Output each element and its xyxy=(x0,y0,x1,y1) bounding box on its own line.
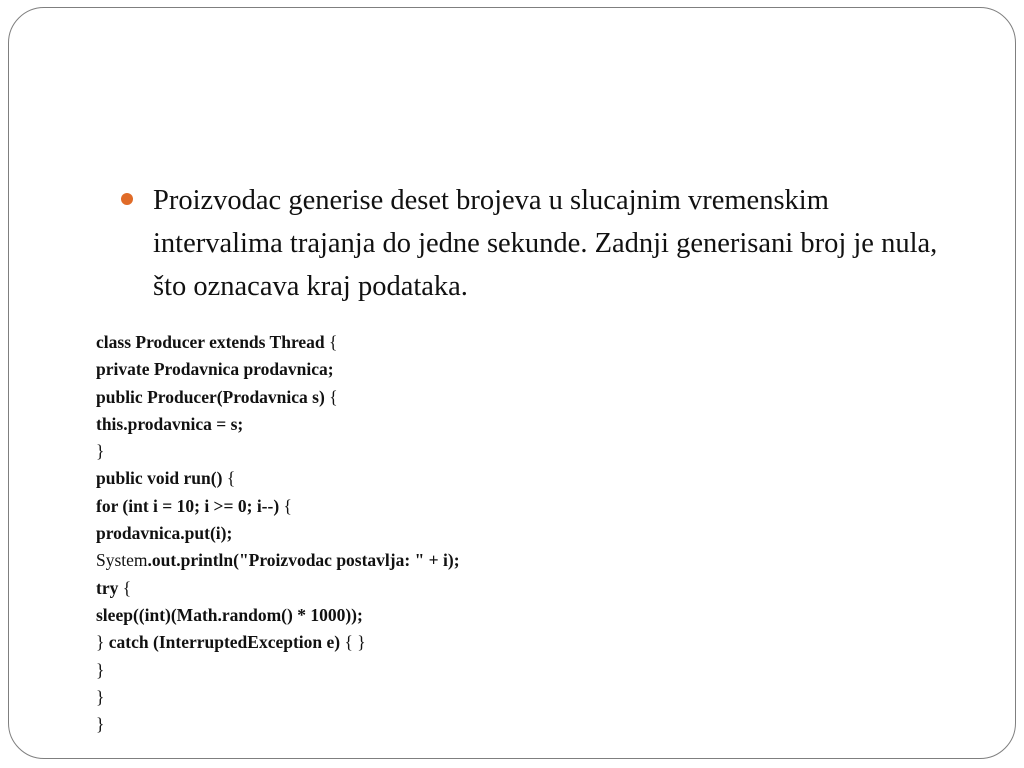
code-line: prodavnica.put(i); xyxy=(96,523,233,544)
code-block xyxy=(96,329,460,738)
code-line: public Producer(Prodavnica s) { xyxy=(96,386,338,407)
code-line: public void run() { xyxy=(96,468,236,489)
bullet-text: Proizvodac generise deset brojeva u slucajnim vremenskim intervalima trajanja do jedne sekunde. Zadnji generisani broj je nula, što oznacava kraj podataka. xyxy=(153,185,938,302)
code-line: sleep((int)(Math.random() * 1000)); xyxy=(96,604,363,625)
code-line: } xyxy=(96,441,105,462)
code-line: try { xyxy=(96,577,132,598)
code-line: } xyxy=(96,714,105,735)
code-line: private Prodavnica prodavnica; xyxy=(96,359,334,380)
code-line: } xyxy=(96,686,105,707)
code-line: } catch (InterruptedException e) { } xyxy=(96,632,366,653)
bullet-dot-icon xyxy=(121,193,133,205)
code-line: class Producer extends Thread { xyxy=(96,332,338,352)
code-line: } xyxy=(96,659,105,680)
code-line: for (int i = 10; i >= 0; i--) { xyxy=(96,495,292,516)
code-line: System.out.println("Proizvodac postavlja: " + i); xyxy=(96,550,460,571)
code-line: this.prodavnica = s; xyxy=(96,413,244,434)
